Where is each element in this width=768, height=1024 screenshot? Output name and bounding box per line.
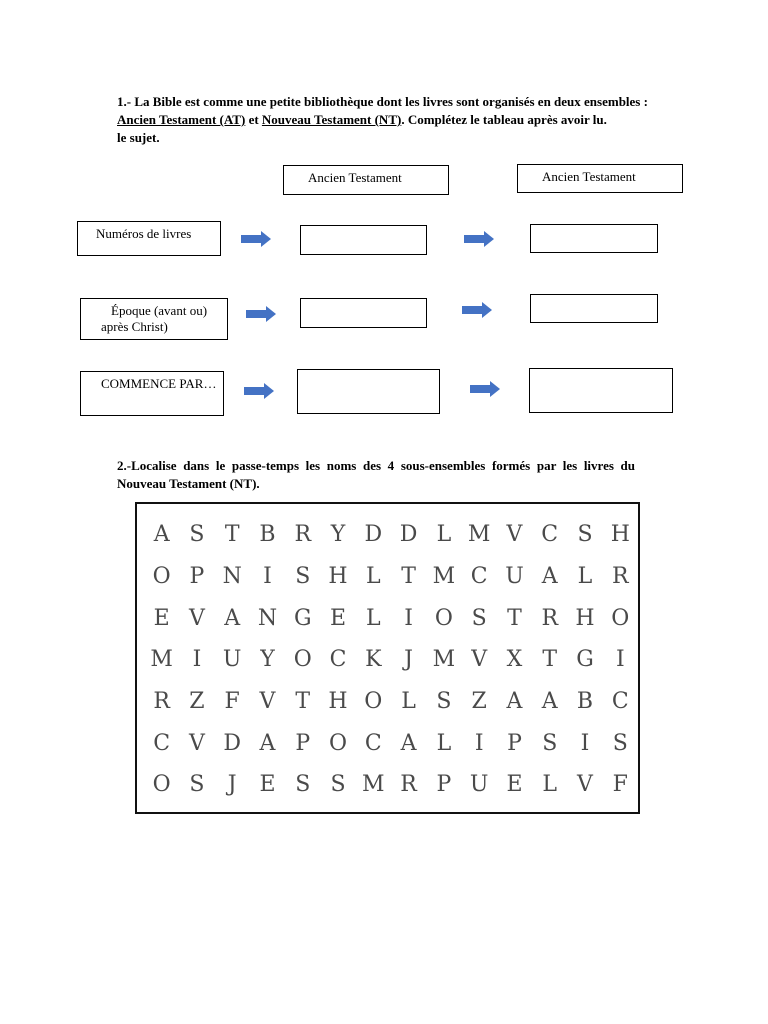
word-search-letter[interactable]: O bbox=[328, 730, 348, 756]
word-search-letter[interactable]: R bbox=[294, 522, 312, 548]
word-search-letter[interactable]: E bbox=[329, 605, 347, 631]
answer-box-epoque-at[interactable] bbox=[300, 298, 427, 328]
word-search-letter[interactable]: T bbox=[224, 522, 240, 548]
word-search-letter[interactable]: F bbox=[612, 772, 628, 798]
question-2: 2.-Localise dans le passe-temps les noms des 4 sous-ensembles formés par les livres du Nouveau Testament (NT). bbox=[117, 458, 635, 491]
word-search-letter[interactable]: A bbox=[259, 730, 276, 756]
word-search-letter[interactable]: E bbox=[259, 772, 276, 798]
word-search-letter[interactable]: A bbox=[153, 522, 170, 548]
word-search-body bbox=[144, 514, 638, 806]
word-search-letter[interactable]: L bbox=[366, 564, 381, 590]
arrow-right-icon bbox=[244, 383, 274, 399]
word-search-row bbox=[144, 556, 638, 598]
word-search-row bbox=[144, 722, 638, 764]
word-search-letter[interactable]: H bbox=[610, 522, 630, 548]
word-search-letter[interactable]: Y bbox=[330, 522, 346, 548]
word-search-letter[interactable]: S bbox=[436, 689, 452, 715]
question-1-line-3: le sujet. bbox=[117, 130, 160, 145]
word-search-letter[interactable]: A bbox=[541, 564, 558, 590]
word-search-letter[interactable]: J bbox=[227, 772, 237, 798]
word-search-row bbox=[144, 639, 638, 681]
word-search-letter[interactable]: M bbox=[467, 522, 491, 548]
word-search-letter[interactable]: T bbox=[507, 605, 522, 631]
word-search-letter[interactable]: P bbox=[436, 772, 452, 798]
answer-box-numeros-nt[interactable] bbox=[530, 224, 658, 253]
word-search-letter[interactable]: U bbox=[222, 647, 242, 673]
word-search-table bbox=[144, 514, 638, 806]
word-search-letter[interactable]: C bbox=[329, 647, 347, 673]
word-search-letter[interactable]: S bbox=[189, 772, 205, 798]
word-search-row bbox=[144, 764, 638, 806]
word-search-letter[interactable]: N bbox=[257, 605, 278, 631]
word-search-letter[interactable]: H bbox=[328, 689, 348, 715]
word-search-letter[interactable]: R bbox=[541, 605, 559, 631]
word-search-letter[interactable]: M bbox=[432, 564, 456, 590]
word-search-letter[interactable]: V bbox=[188, 605, 205, 631]
word-search-letter[interactable]: H bbox=[575, 605, 595, 631]
word-search-letter[interactable]: T bbox=[401, 564, 416, 590]
word-search-letter[interactable]: A bbox=[400, 730, 417, 756]
word-search-letter[interactable]: G bbox=[293, 605, 312, 631]
word-search-letter[interactable]: I bbox=[580, 730, 590, 756]
word-search-letter[interactable]: I bbox=[404, 605, 413, 631]
header-left: Ancien Testament bbox=[283, 165, 449, 195]
word-search-letter[interactable]: V bbox=[188, 730, 205, 756]
word-search-letter[interactable]: O bbox=[364, 689, 383, 715]
word-search-letter[interactable]: K bbox=[365, 647, 382, 673]
word-search-letter[interactable]: M bbox=[362, 772, 385, 798]
word-search-letter[interactable]: S bbox=[471, 605, 487, 631]
word-search-letter[interactable]: O bbox=[152, 564, 171, 590]
word-search-letter[interactable]: B bbox=[259, 522, 276, 548]
word-search-letter[interactable]: C bbox=[153, 730, 171, 756]
word-search-letter[interactable]: Z bbox=[189, 689, 205, 715]
word-search-letter[interactable]: S bbox=[295, 772, 311, 798]
word-search-letter[interactable]: V bbox=[506, 522, 523, 548]
word-search-letter[interactable]: C bbox=[364, 730, 382, 756]
arrow-right-icon bbox=[241, 231, 271, 247]
word-search-letter[interactable]: C bbox=[470, 564, 488, 590]
word-search-letter[interactable]: I bbox=[263, 564, 272, 590]
word-search-letter[interactable]: A bbox=[541, 689, 558, 715]
word-search-letter[interactable]: O bbox=[152, 772, 171, 798]
word-search-letter[interactable]: C bbox=[611, 689, 629, 715]
word-search-letter[interactable]: V bbox=[471, 647, 488, 673]
word-search-letter[interactable]: V bbox=[577, 772, 593, 798]
row-label-epoque bbox=[80, 298, 228, 340]
word-search-letter[interactable]: J bbox=[404, 647, 413, 673]
question-1 bbox=[117, 93, 677, 147]
word-search-letter[interactable]: I bbox=[615, 647, 625, 673]
word-search-letter[interactable]: S bbox=[542, 730, 558, 756]
word-search-letter[interactable]: L bbox=[436, 730, 452, 756]
word-search-letter[interactable]: O bbox=[293, 647, 312, 673]
answer-box-epoque-nt[interactable] bbox=[530, 294, 658, 323]
word-search-letter[interactable]: T bbox=[542, 647, 558, 673]
word-search-letter[interactable]: H bbox=[328, 564, 348, 590]
word-search-letter[interactable]: I bbox=[474, 730, 484, 756]
word-search-letter[interactable]: D bbox=[399, 522, 418, 548]
word-search-row bbox=[144, 514, 638, 556]
word-search-letter[interactable]: P bbox=[189, 564, 205, 590]
word-search-letter[interactable]: R bbox=[400, 772, 417, 798]
word-search-letter[interactable]: S bbox=[189, 522, 205, 548]
arrow-right-icon bbox=[470, 381, 500, 397]
row-label-epoque-line-1: Époque (avant ou) bbox=[111, 303, 208, 318]
answer-box-commence-nt[interactable] bbox=[529, 368, 673, 413]
word-search-letter[interactable]: S bbox=[577, 522, 593, 548]
word-search-row bbox=[144, 597, 638, 639]
arrow-right-icon bbox=[462, 302, 492, 318]
word-search-letter[interactable]: D bbox=[223, 730, 241, 756]
word-search-letter[interactable]: P bbox=[295, 730, 311, 756]
row-label-commence: COMMENCE PAR… bbox=[80, 371, 224, 416]
word-search-letter[interactable]: L bbox=[401, 689, 416, 715]
word-search-letter[interactable]: G bbox=[576, 647, 594, 673]
word-search-grid bbox=[135, 502, 640, 814]
word-search-letter[interactable]: O bbox=[434, 605, 453, 631]
word-search-letter[interactable]: U bbox=[505, 564, 524, 590]
word-search-letter[interactable]: C bbox=[541, 522, 559, 548]
question-1-line-1: 1.- La Bible est comme une petite bibliothèque dont les livres sont organisés en deux ensembles : bbox=[117, 94, 648, 109]
word-search-letter[interactable]: A bbox=[224, 605, 241, 631]
word-search-letter[interactable]: U bbox=[469, 772, 489, 798]
word-search-letter[interactable]: R bbox=[612, 564, 629, 590]
at-label: Ancien Testament (AT) bbox=[117, 112, 246, 127]
arrow-right-icon bbox=[464, 231, 494, 247]
answer-box-commence-at[interactable] bbox=[297, 369, 440, 414]
row-label-numeros: Numéros de livres bbox=[77, 221, 221, 256]
word-search-letter[interactable]: E bbox=[506, 772, 523, 798]
word-search-row bbox=[144, 681, 638, 723]
word-search-letter[interactable]: F bbox=[224, 689, 240, 715]
word-search-letter[interactable]: B bbox=[576, 689, 594, 715]
word-search-letter[interactable]: N bbox=[222, 564, 242, 590]
question-1-line-2-rest: . Complétez le tableau après avoir lu. bbox=[401, 112, 607, 127]
word-search-letter[interactable]: P bbox=[507, 730, 522, 756]
word-search-letter[interactable]: L bbox=[577, 564, 593, 590]
word-search-letter[interactable]: I bbox=[192, 647, 202, 673]
connector: et bbox=[245, 112, 262, 127]
word-search-letter[interactable]: E bbox=[153, 605, 170, 631]
word-search-letter[interactable]: T bbox=[295, 689, 311, 715]
word-search-letter[interactable]: L bbox=[436, 522, 452, 548]
word-search-letter[interactable]: D bbox=[364, 522, 383, 548]
word-search-letter[interactable]: M bbox=[432, 647, 456, 673]
word-search-letter[interactable]: S bbox=[612, 730, 628, 756]
word-search-letter[interactable]: A bbox=[506, 689, 523, 715]
row-label-epoque-line-2: après Christ) bbox=[101, 319, 168, 334]
word-search-letter[interactable]: M bbox=[150, 647, 173, 673]
question-1-line-2 bbox=[117, 111, 677, 129]
answer-box-numeros-at[interactable] bbox=[300, 225, 427, 255]
word-search-letter[interactable]: S bbox=[330, 772, 346, 798]
word-search-letter[interactable]: X bbox=[506, 647, 523, 673]
word-search-letter[interactable]: L bbox=[542, 772, 558, 798]
word-search-letter[interactable]: V bbox=[259, 689, 276, 715]
word-search-letter[interactable]: L bbox=[366, 605, 381, 631]
header-right: Ancien Testament bbox=[517, 164, 683, 193]
word-search-letter[interactable]: Z bbox=[471, 689, 487, 715]
arrow-right-icon bbox=[246, 306, 276, 322]
word-search-letter[interactable]: R bbox=[153, 689, 170, 715]
word-search-letter[interactable]: O bbox=[611, 605, 630, 631]
word-search-letter[interactable]: S bbox=[295, 564, 311, 590]
nt-label: Nouveau Testament (NT) bbox=[261, 112, 402, 127]
word-search-letter[interactable]: Y bbox=[260, 647, 275, 673]
